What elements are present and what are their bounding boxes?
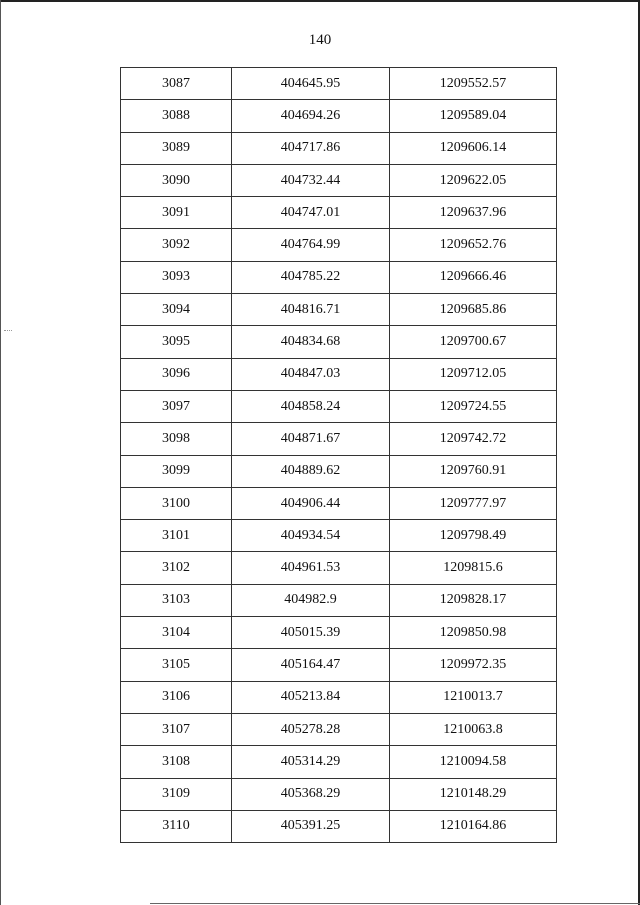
x-coordinate-cell: 404847.03 xyxy=(232,358,390,390)
margin-mark xyxy=(4,330,12,332)
table-row xyxy=(121,423,557,455)
point-number-cell: 3101 xyxy=(121,520,232,552)
x-coordinate-cell: 404889.62 xyxy=(232,455,390,487)
page-number: 140 xyxy=(308,32,332,48)
x-coordinate-cell: 404717.86 xyxy=(232,132,390,164)
table-row xyxy=(121,520,557,552)
coordinates-table-body xyxy=(121,68,557,843)
y-coordinate-cell: 1209685.86 xyxy=(390,294,557,326)
y-coordinate-cell: 1209798.49 xyxy=(390,520,557,552)
page-border-bottom xyxy=(150,902,640,904)
table-row xyxy=(121,326,557,358)
x-coordinate-cell: 405391.25 xyxy=(232,810,390,842)
y-coordinate-cell: 1209815.6 xyxy=(390,552,557,584)
table-row xyxy=(121,487,557,519)
table-row xyxy=(121,261,557,293)
y-coordinate-cell: 1210063.8 xyxy=(390,713,557,745)
point-number-cell: 3096 xyxy=(121,358,232,390)
table-row xyxy=(121,649,557,681)
y-coordinate-cell: 1209760.91 xyxy=(390,455,557,487)
table-row xyxy=(121,390,557,422)
point-number-cell: 3087 xyxy=(121,68,232,100)
table-row xyxy=(121,617,557,649)
page-border-right xyxy=(636,0,640,905)
x-coordinate-cell: 404906.44 xyxy=(232,487,390,519)
point-number-cell: 3098 xyxy=(121,423,232,455)
x-coordinate-cell: 404694.26 xyxy=(232,100,390,132)
table-row xyxy=(121,584,557,616)
y-coordinate-cell: 1210094.58 xyxy=(390,746,557,778)
x-coordinate-cell: 404982.9 xyxy=(232,584,390,616)
y-coordinate-cell: 1209589.04 xyxy=(390,100,557,132)
x-coordinate-cell: 405278.28 xyxy=(232,713,390,745)
y-coordinate-cell: 1209724.55 xyxy=(390,390,557,422)
point-number-cell: 3088 xyxy=(121,100,232,132)
y-coordinate-cell: 1209700.67 xyxy=(390,326,557,358)
table-row xyxy=(121,455,557,487)
y-coordinate-cell: 1209742.72 xyxy=(390,423,557,455)
x-coordinate-cell: 404747.01 xyxy=(232,197,390,229)
table-row xyxy=(121,358,557,390)
table-row xyxy=(121,746,557,778)
y-coordinate-cell: 1209622.05 xyxy=(390,164,557,196)
x-coordinate-cell: 405368.29 xyxy=(232,778,390,810)
point-number-cell: 3091 xyxy=(121,197,232,229)
x-coordinate-cell: 404858.24 xyxy=(232,390,390,422)
table-row xyxy=(121,294,557,326)
x-coordinate-cell: 404816.71 xyxy=(232,294,390,326)
point-number-cell: 3099 xyxy=(121,455,232,487)
table-row xyxy=(121,68,557,100)
x-coordinate-cell: 405164.47 xyxy=(232,649,390,681)
point-number-cell: 3094 xyxy=(121,294,232,326)
y-coordinate-cell: 1209777.97 xyxy=(390,487,557,519)
y-coordinate-cell: 1210013.7 xyxy=(390,681,557,713)
point-number-cell: 3102 xyxy=(121,552,232,584)
x-coordinate-cell: 404934.54 xyxy=(232,520,390,552)
x-coordinate-cell: 405015.39 xyxy=(232,617,390,649)
x-coordinate-cell: 405213.84 xyxy=(232,681,390,713)
y-coordinate-cell: 1209637.96 xyxy=(390,197,557,229)
table-row xyxy=(121,552,557,584)
table-row xyxy=(121,197,557,229)
x-coordinate-cell: 404785.22 xyxy=(232,261,390,293)
y-coordinate-cell: 1209828.17 xyxy=(390,584,557,616)
point-number-cell: 3109 xyxy=(121,778,232,810)
x-coordinate-cell: 404764.99 xyxy=(232,229,390,261)
point-number-cell: 3107 xyxy=(121,713,232,745)
y-coordinate-cell: 1210164.86 xyxy=(390,810,557,842)
point-number-cell: 3095 xyxy=(121,326,232,358)
table-row xyxy=(121,713,557,745)
coordinates-table xyxy=(120,67,557,843)
x-coordinate-cell: 404961.53 xyxy=(232,552,390,584)
table-row xyxy=(121,100,557,132)
y-coordinate-cell: 1209850.98 xyxy=(390,617,557,649)
point-number-cell: 3092 xyxy=(121,229,232,261)
y-coordinate-cell: 1210148.29 xyxy=(390,778,557,810)
x-coordinate-cell: 405314.29 xyxy=(232,746,390,778)
point-number-cell: 3103 xyxy=(121,584,232,616)
x-coordinate-cell: 404871.67 xyxy=(232,423,390,455)
table-row xyxy=(121,810,557,842)
page-border-top xyxy=(0,0,640,4)
point-number-cell: 3104 xyxy=(121,617,232,649)
page-border-left xyxy=(0,0,2,905)
table-row xyxy=(121,778,557,810)
point-number-cell: 3105 xyxy=(121,649,232,681)
point-number-cell: 3110 xyxy=(121,810,232,842)
y-coordinate-cell: 1209552.57 xyxy=(390,68,557,100)
table-row xyxy=(121,164,557,196)
table-row xyxy=(121,229,557,261)
table-row xyxy=(121,681,557,713)
point-number-cell: 3108 xyxy=(121,746,232,778)
y-coordinate-cell: 1209712.05 xyxy=(390,358,557,390)
y-coordinate-cell: 1209606.14 xyxy=(390,132,557,164)
point-number-cell: 3093 xyxy=(121,261,232,293)
point-number-cell: 3100 xyxy=(121,487,232,519)
x-coordinate-cell: 404732.44 xyxy=(232,164,390,196)
point-number-cell: 3097 xyxy=(121,390,232,422)
y-coordinate-cell: 1209666.46 xyxy=(390,261,557,293)
point-number-cell: 3090 xyxy=(121,164,232,196)
x-coordinate-cell: 404645.95 xyxy=(232,68,390,100)
y-coordinate-cell: 1209652.76 xyxy=(390,229,557,261)
point-number-cell: 3106 xyxy=(121,681,232,713)
y-coordinate-cell: 1209972.35 xyxy=(390,649,557,681)
x-coordinate-cell: 404834.68 xyxy=(232,326,390,358)
table-row xyxy=(121,132,557,164)
point-number-cell: 3089 xyxy=(121,132,232,164)
